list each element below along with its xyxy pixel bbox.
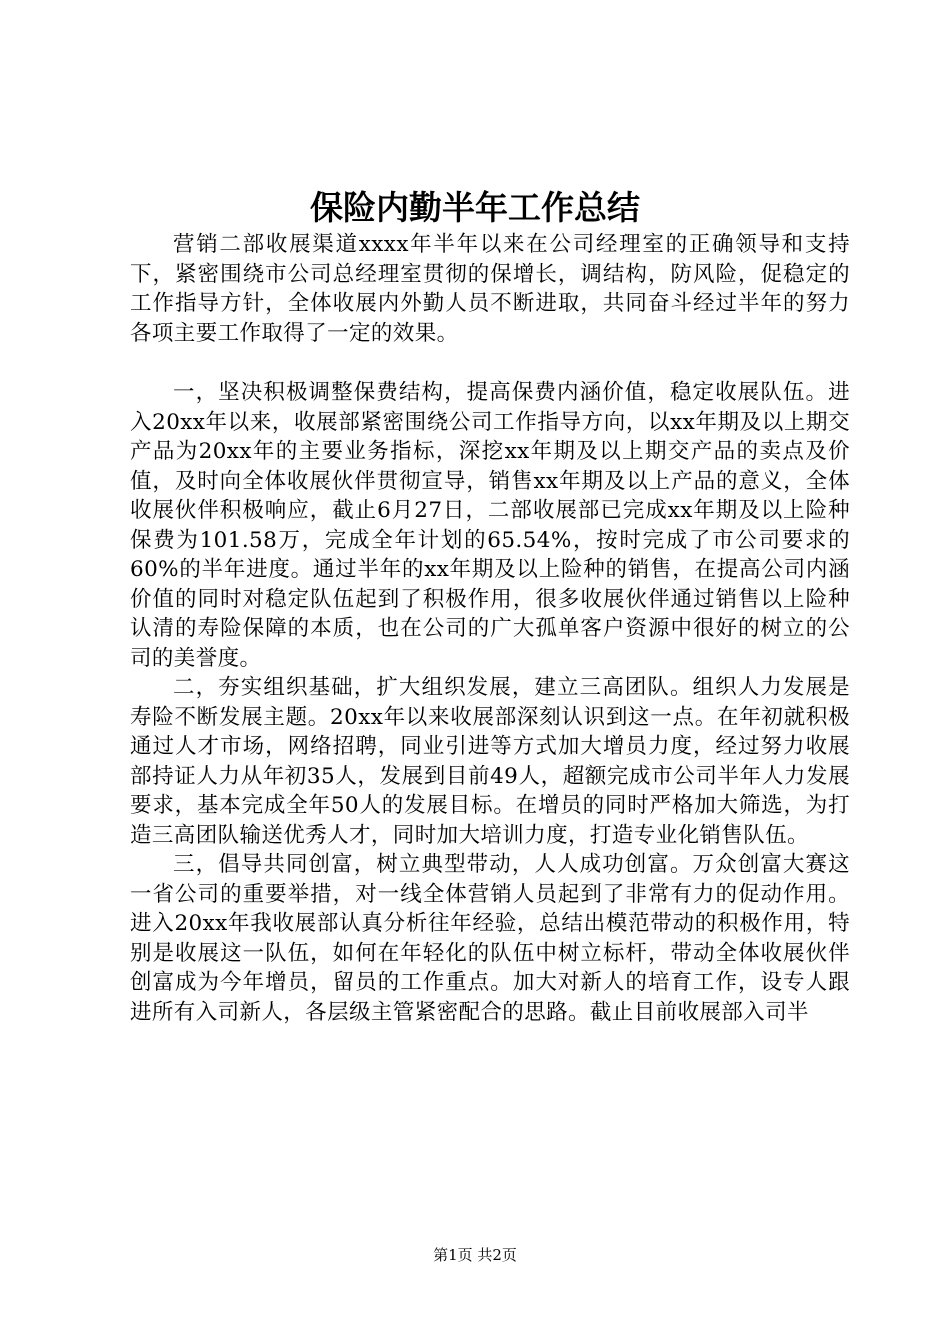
section-two-paragraph: 二，夯实组织基础，扩大组织发展，建立三高团队。组织人力发展是寿险不断发展主题。20xx年以来收展部深刻认识到这一点。在年初就积极通过人才市场，网络招聘，同业引进等方式加大增员力度，经过努力收展部持证人力从年初35人，发展到目前49人，超额完成市公司半年人力发展要求，基本完成全年50人的发展目标。在增员的同时严格加大筛选，为打造三高团队输送优秀人才，同时加大培训力度，打造专业化销售队伍。 [130, 675, 850, 848]
document-body [130, 230, 850, 1027]
section-one-paragraph: 一，坚决积极调整保费结构，提高保费内涵价值，稳定收展队伍。进入20xx年以来，收展部紧密围绕公司工作指导方向，以xx年期及以上期交产品为20xx年的主要业务指标，深挖xx年期及以上期交产品的卖点及价值，及时向全体收展伙伴贯彻宣导，销售xx年期及以上产品的意义，全体收展伙伴积极响应，截止6月27日，二部收展部已完成xx年期及以上险种保费为101.58万，完成全年计划的65.54%，按时完成了市公司要求的60%的半年进度。通过半年的xx年期及以上险种的销售，在提高公司内涵价值的同时对稳定队伍起到了积极作用，很多收展伙伴通过销售以上险种认清的寿险保障的本质，也在公司的广大孤单客户资源中很好的树立的公司的美誉度。 [130, 380, 850, 671]
document-title: 保险内勤半年工作总结 [310, 188, 640, 227]
paragraph-gap [130, 348, 850, 378]
page-footer: 第1页 共2页 [433, 1246, 517, 1264]
intro-paragraph: 营销二部收展渠道xxxx年半年以来在公司经理室的正确领导和支持下，紧密围绕市公司总经理室贯彻的保增长，调结构，防风险，促稳定的工作指导方针，全体收展内外勤人员不断进取，共同奋斗经过半年的努力各项主要工作取得了一定的效果。 [130, 232, 850, 346]
section-three-paragraph: 三，倡导共同创富，树立典型带动，人人成功创富。万众创富大赛这一省公司的重要举措，对一线全体营销人员起到了非常有力的促动作用。进入20xx年我收展部认真分析往年经验，总结出模范带动的积极作用，特别是收展这一队伍，如何在年轻化的队伍中树立标杆，带动全体收展伙伴创富成为今年增员，留员的工作重点。加大对新人的培育工作，设专人跟进所有入司新人，各层级主管紧密配合的思路。截止目前收展部入司半 [130, 852, 850, 1025]
